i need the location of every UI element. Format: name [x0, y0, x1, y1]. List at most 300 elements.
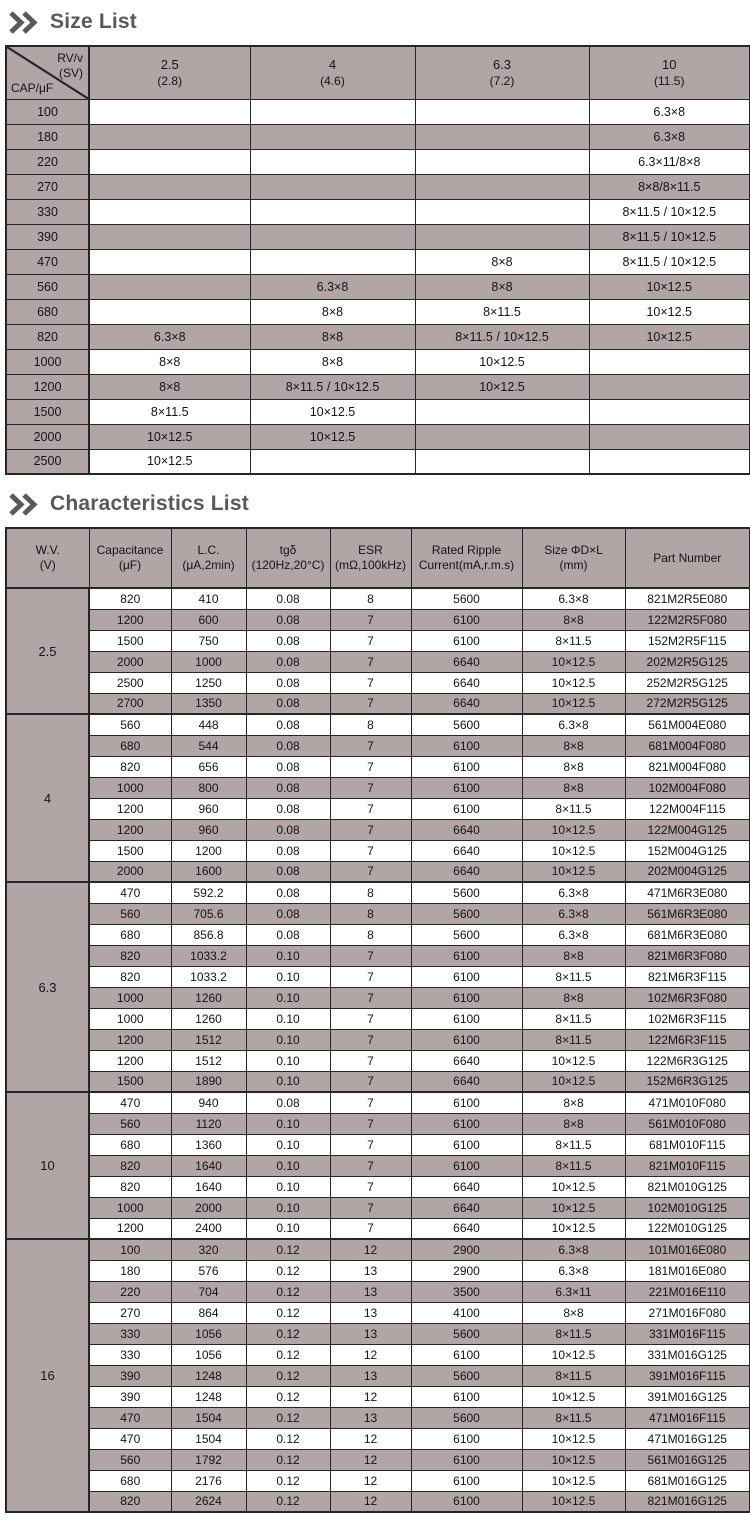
- characteristics-cell: 8×8: [522, 1113, 625, 1134]
- characteristics-cell: 0.08: [246, 693, 330, 714]
- characteristics-cell: 820: [89, 1491, 171, 1512]
- characteristics-cell: 0.12: [246, 1281, 330, 1302]
- corner-sv-label: (SV): [59, 66, 83, 80]
- rated-voltage: 2.5: [160, 57, 179, 73]
- characteristics-cell: 1512: [171, 1050, 246, 1071]
- characteristics-cell: 864: [171, 1302, 246, 1323]
- characteristics-cell: 6640: [411, 1218, 522, 1239]
- characteristics-cell: 1033.2: [171, 966, 246, 987]
- characteristics-cell: 152M2R5F115: [625, 630, 750, 651]
- characteristics-cell: 2500: [89, 672, 171, 693]
- header-line2: Current(mA,r.m.s): [418, 558, 515, 572]
- characteristics-cell: 10×12.5: [522, 672, 625, 693]
- characteristics-cell: 6.3×8: [522, 924, 625, 945]
- characteristics-cell: 2700: [89, 693, 171, 714]
- characteristics-cell: 6.3×11: [522, 1281, 625, 1302]
- characteristics-cell: 7: [330, 1008, 411, 1029]
- characteristics-cell: 940: [171, 1092, 246, 1113]
- surge-voltage: (7.2): [489, 74, 515, 89]
- characteristics-cell: 8: [330, 588, 411, 609]
- case-size-cell: [250, 199, 415, 224]
- case-size-cell: [415, 424, 589, 449]
- case-size-cell: 8×8/8×11.5: [589, 174, 750, 199]
- characteristics-cell: 390: [89, 1365, 171, 1386]
- capacitance-label: 1000: [6, 349, 89, 374]
- characteristics-cell: 152M6R3G125: [625, 1071, 750, 1092]
- case-size-cell: 8×11.5 / 10×12.5: [589, 224, 750, 249]
- capacitance-label: 2000: [6, 424, 89, 449]
- characteristics-cell: 7: [330, 630, 411, 651]
- case-size-cell: [89, 299, 250, 324]
- characteristics-cell: 8×11.5: [522, 798, 625, 819]
- characteristics-cell: 0.08: [246, 672, 330, 693]
- characteristics-cell: 0.12: [246, 1491, 330, 1512]
- characteristics-cell: 0.12: [246, 1470, 330, 1491]
- size-list-row: [6, 324, 750, 349]
- characteristics-cell: 1200: [89, 819, 171, 840]
- characteristics-cell: 10×12.5: [522, 1071, 625, 1092]
- characteristics-cell: 1200: [171, 840, 246, 861]
- characteristics-cell: 821M016G125: [625, 1491, 750, 1512]
- characteristics-cell: 8: [330, 903, 411, 924]
- characteristics-cell: 12: [330, 1239, 411, 1260]
- characteristics-cell: 0.10: [246, 1197, 330, 1218]
- characteristics-cell: 5600: [411, 1365, 522, 1386]
- characteristics-cell: 13: [330, 1260, 411, 1281]
- characteristics-cell: 0.12: [246, 1323, 330, 1344]
- characteristics-cell: 2900: [411, 1239, 522, 1260]
- characteristics-cell: 10×12.5: [522, 1449, 625, 1470]
- characteristics-row: [6, 756, 750, 777]
- header-line1: Size ΦD×L: [544, 543, 603, 557]
- characteristics-cell: 10×12.5: [522, 840, 625, 861]
- case-size-cell: [415, 224, 589, 249]
- size-list-row: [6, 274, 750, 299]
- characteristics-cell: 0.10: [246, 987, 330, 1008]
- characteristics-cell: 800: [171, 777, 246, 798]
- header-line1: tgδ: [279, 543, 297, 557]
- characteristics-row: [6, 1113, 750, 1134]
- characteristics-cell: 13: [330, 1365, 411, 1386]
- characteristics-cell: 10×12.5: [522, 1470, 625, 1491]
- characteristics-cell: 681M004F080: [625, 735, 750, 756]
- characteristics-row: [6, 1260, 750, 1281]
- characteristics-cell: 7: [330, 651, 411, 672]
- characteristics-cell: 561M004E080: [625, 714, 750, 735]
- rated-voltage: 4: [328, 57, 337, 73]
- characteristics-cell: 561M016G125: [625, 1449, 750, 1470]
- size-list-row: [6, 449, 750, 474]
- case-size-cell: 6.3×8: [250, 274, 415, 299]
- characteristics-row: [6, 1344, 750, 1365]
- corner-cap-label: CAP/μF: [11, 80, 54, 95]
- characteristics-cell: 10×12.5: [522, 819, 625, 840]
- characteristics-cell: 2176: [171, 1470, 246, 1491]
- characteristics-cell: 320: [171, 1239, 246, 1260]
- case-size-cell: [250, 249, 415, 274]
- characteristics-row: [6, 1365, 750, 1386]
- characteristics-cell: 6100: [411, 1491, 522, 1512]
- header-line1: L.C.: [197, 543, 220, 557]
- characteristics-cell: 122M6R3G125: [625, 1050, 750, 1071]
- characteristics-cell: 2000: [89, 861, 171, 882]
- characteristics-cell: 270: [89, 1302, 171, 1323]
- voltage-column-header: [415, 46, 589, 99]
- size-list-row: [6, 224, 750, 249]
- characteristics-cell: 10×12.5: [522, 1428, 625, 1449]
- characteristics-cell: 12: [330, 1470, 411, 1491]
- characteristics-cell: 470: [89, 882, 171, 903]
- characteristics-cell: 0.10: [246, 1113, 330, 1134]
- working-voltage-group-label: 2.5: [6, 588, 89, 714]
- characteristics-cell: 6100: [411, 987, 522, 1008]
- characteristics-row: [6, 1491, 750, 1512]
- characteristics-cell: 4100: [411, 1302, 522, 1323]
- capacitance-label: 560: [6, 274, 89, 299]
- case-size-cell: 8×8: [250, 349, 415, 374]
- characteristics-cell: 5600: [411, 1323, 522, 1344]
- characteristics-cell: 1000: [89, 777, 171, 798]
- characteristics-cell: 0.08: [246, 630, 330, 651]
- case-size-cell: [250, 224, 415, 249]
- characteristics-cell: 560: [89, 714, 171, 735]
- characteristics-cell: 7: [330, 1134, 411, 1155]
- characteristics-row: [6, 1071, 750, 1092]
- characteristics-cell: 681M010F115: [625, 1134, 750, 1155]
- characteristics-cell: 2900: [411, 1260, 522, 1281]
- characteristics-cell: 7: [330, 945, 411, 966]
- characteristics-cell: 0.10: [246, 1071, 330, 1092]
- characteristics-cell: 6100: [411, 1155, 522, 1176]
- header-line1: Part Number: [653, 550, 722, 565]
- characteristics-cell: 10×12.5: [522, 861, 625, 882]
- characteristics-cell: 6100: [411, 1008, 522, 1029]
- header-line2: (mΩ,100kHz): [335, 558, 406, 572]
- case-size-cell: 10×12.5: [89, 449, 250, 474]
- characteristics-cell: 180: [89, 1260, 171, 1281]
- capacitance-label: 270: [6, 174, 89, 199]
- characteristics-cell: 820: [89, 966, 171, 987]
- case-size-cell: 10×12.5: [415, 349, 589, 374]
- size-list-row: [6, 124, 750, 149]
- characteristics-cell: 122M6R3F115: [625, 1029, 750, 1050]
- characteristics-cell: 6100: [411, 798, 522, 819]
- characteristics-cell: 1200: [89, 1218, 171, 1239]
- characteristics-cell: 1200: [89, 798, 171, 819]
- rated-voltage: 10: [662, 57, 677, 73]
- capacitance-label: 680: [6, 299, 89, 324]
- case-size-cell: 8×11.5 / 10×12.5: [250, 374, 415, 399]
- characteristics-cell: 960: [171, 798, 246, 819]
- characteristics-cell: 705.6: [171, 903, 246, 924]
- characteristics-cell: 680: [89, 735, 171, 756]
- header-line2: (μA,2min): [182, 558, 235, 572]
- characteristics-row: [6, 672, 750, 693]
- characteristics-cell: 7: [330, 672, 411, 693]
- case-size-cell: [89, 249, 250, 274]
- characteristics-cell: 102M6R3F115: [625, 1008, 750, 1029]
- voltage-column-header: [250, 46, 415, 99]
- characteristics-cell: 1000: [89, 1197, 171, 1218]
- characteristics-cell: 7: [330, 966, 411, 987]
- size-list-title: Size List: [50, 10, 137, 33]
- characteristics-cell: 0.12: [246, 1449, 330, 1470]
- size-list-section-title: [8, 10, 750, 34]
- characteristics-cell: 0.12: [246, 1260, 330, 1281]
- characteristics-row: [6, 1134, 750, 1155]
- case-size-cell: [415, 149, 589, 174]
- characteristics-row: [6, 945, 750, 966]
- characteristics-cell: 680: [89, 924, 171, 945]
- characteristics-cell: 7: [330, 756, 411, 777]
- case-size-cell: [89, 149, 250, 174]
- characteristics-table: [5, 527, 750, 1513]
- characteristics-cell: 560: [89, 1113, 171, 1134]
- size-list-header-row: [6, 46, 750, 99]
- header-line1: Capacitance: [96, 543, 164, 557]
- case-size-cell: 8×8: [415, 249, 589, 274]
- size-list-corner-cell: [6, 46, 89, 99]
- surge-voltage: (11.5): [654, 74, 685, 89]
- characteristics-cell: 7: [330, 777, 411, 798]
- case-size-cell: [89, 174, 250, 199]
- characteristics-cell: 8×11.5: [522, 1029, 625, 1050]
- characteristics-section-title: [8, 492, 750, 516]
- capacitance-label: 820: [6, 324, 89, 349]
- characteristics-cell: 0.08: [246, 861, 330, 882]
- characteristics-cell: 122M004F115: [625, 798, 750, 819]
- characteristics-cell: 220: [89, 1281, 171, 1302]
- characteristics-cell: 5600: [411, 924, 522, 945]
- case-size-cell: [89, 199, 250, 224]
- characteristics-cell: 960: [171, 819, 246, 840]
- characteristics-cell: 8×8: [522, 735, 625, 756]
- characteristics-cell: 252M2R5G125: [625, 672, 750, 693]
- characteristics-cell: 10×12.5: [522, 693, 625, 714]
- characteristics-column-header: [6, 528, 89, 588]
- characteristics-row: [6, 1386, 750, 1407]
- characteristics-cell: 0.10: [246, 1029, 330, 1050]
- characteristics-cell: 13: [330, 1323, 411, 1344]
- characteristics-cell: 10×12.5: [522, 1218, 625, 1239]
- case-size-cell: 8×11.5 / 10×12.5: [589, 249, 750, 274]
- characteristics-cell: 576: [171, 1260, 246, 1281]
- voltage-column-header: [589, 46, 750, 99]
- capacitance-label: 100: [6, 99, 89, 124]
- characteristics-cell: 8×11.5: [522, 1155, 625, 1176]
- case-size-cell: [89, 124, 250, 149]
- characteristics-cell: 8: [330, 882, 411, 903]
- characteristics-cell: 680: [89, 1470, 171, 1491]
- characteristics-cell: 6100: [411, 777, 522, 798]
- characteristics-cell: 1000: [89, 987, 171, 1008]
- characteristics-cell: 0.12: [246, 1386, 330, 1407]
- characteristics-cell: 6100: [411, 945, 522, 966]
- characteristics-cell: 6100: [411, 630, 522, 651]
- case-size-cell: 8×11.5 / 10×12.5: [589, 199, 750, 224]
- characteristics-cell: 561M6R3E080: [625, 903, 750, 924]
- characteristics-row: [6, 1302, 750, 1323]
- case-size-cell: 8×11.5: [415, 299, 589, 324]
- characteristics-column-header: [625, 528, 750, 588]
- surge-voltage: (2.8): [157, 74, 183, 89]
- characteristics-cell: 2000: [89, 651, 171, 672]
- characteristics-row: [6, 1428, 750, 1449]
- characteristics-cell: 1512: [171, 1029, 246, 1050]
- size-list-row: [6, 299, 750, 324]
- characteristics-cell: 1360: [171, 1134, 246, 1155]
- characteristics-cell: 12: [330, 1449, 411, 1470]
- characteristics-cell: 3500: [411, 1281, 522, 1302]
- characteristics-cell: 1260: [171, 987, 246, 1008]
- characteristics-cell: 1640: [171, 1176, 246, 1197]
- characteristics-cell: 1250: [171, 672, 246, 693]
- characteristics-cell: 5600: [411, 1407, 522, 1428]
- characteristics-cell: 470: [89, 1407, 171, 1428]
- characteristics-cell: 10×12.5: [522, 1491, 625, 1512]
- characteristics-cell: 7: [330, 1113, 411, 1134]
- case-size-cell: 8×11.5: [89, 399, 250, 424]
- characteristics-cell: 7: [330, 1155, 411, 1176]
- case-size-cell: 6.3×11/8×8: [589, 149, 750, 174]
- characteristics-cell: 12: [330, 1491, 411, 1512]
- characteristics-cell: 6.3×8: [522, 1239, 625, 1260]
- characteristics-cell: 13: [330, 1281, 411, 1302]
- characteristics-cell: 6100: [411, 966, 522, 987]
- case-size-cell: [589, 349, 750, 374]
- characteristics-cell: 1200: [89, 1050, 171, 1071]
- characteristics-row: [6, 693, 750, 714]
- double-chevron-icon: [8, 11, 41, 34]
- size-list-row: [6, 174, 750, 199]
- capacitance-label: 180: [6, 124, 89, 149]
- characteristics-cell: 2000: [171, 1197, 246, 1218]
- characteristics-cell: 5600: [411, 882, 522, 903]
- characteristics-cell: 0.10: [246, 1008, 330, 1029]
- characteristics-cell: 10×12.5: [522, 1344, 625, 1365]
- characteristics-cell: 0.08: [246, 651, 330, 672]
- characteristics-cell: 8×8: [522, 1302, 625, 1323]
- characteristics-cell: 0.10: [246, 1134, 330, 1155]
- characteristics-cell: 6640: [411, 693, 522, 714]
- characteristics-cell: 1200: [89, 1029, 171, 1050]
- characteristics-cell: 8×8: [522, 945, 625, 966]
- characteristics-cell: 0.12: [246, 1407, 330, 1428]
- characteristics-cell: 100: [89, 1239, 171, 1260]
- characteristics-cell: 10×12.5: [522, 651, 625, 672]
- characteristics-cell: 0.08: [246, 840, 330, 861]
- characteristics-cell: 1248: [171, 1365, 246, 1386]
- characteristics-row: [6, 630, 750, 651]
- characteristics-cell: 6100: [411, 1470, 522, 1491]
- characteristics-cell: 122M2R5F080: [625, 609, 750, 630]
- characteristics-cell: 410: [171, 588, 246, 609]
- characteristics-cell: 1500: [89, 630, 171, 651]
- characteristics-cell: 7: [330, 1197, 411, 1218]
- characteristics-cell: 7: [330, 609, 411, 630]
- size-list-row: [6, 399, 750, 424]
- characteristics-cell: 656: [171, 756, 246, 777]
- case-size-cell: 10×12.5: [415, 374, 589, 399]
- characteristics-cell: 6.3×8: [522, 882, 625, 903]
- characteristics-cell: 6640: [411, 819, 522, 840]
- characteristics-cell: 6100: [411, 735, 522, 756]
- characteristics-cell: 7: [330, 1176, 411, 1197]
- characteristics-cell: 1056: [171, 1323, 246, 1344]
- characteristics-cell: 102M004F080: [625, 777, 750, 798]
- characteristics-cell: 704: [171, 1281, 246, 1302]
- case-size-cell: 10×12.5: [89, 424, 250, 449]
- characteristics-row: [6, 1449, 750, 1470]
- capacitance-label: 470: [6, 249, 89, 274]
- characteristics-cell: 820: [89, 588, 171, 609]
- case-size-cell: [415, 399, 589, 424]
- characteristics-cell: 1056: [171, 1344, 246, 1365]
- case-size-cell: [250, 449, 415, 474]
- characteristics-cell: 820: [89, 756, 171, 777]
- characteristics-cell: 1000: [89, 1008, 171, 1029]
- characteristics-cell: 6.3×8: [522, 903, 625, 924]
- characteristics-cell: 7: [330, 735, 411, 756]
- case-size-cell: [250, 99, 415, 124]
- characteristics-cell: 821M6R3F080: [625, 945, 750, 966]
- characteristics-cell: 6100: [411, 1449, 522, 1470]
- working-voltage-group-label: 10: [6, 1092, 89, 1239]
- capacitance-label: 220: [6, 149, 89, 174]
- characteristics-cell: 152M004G125: [625, 840, 750, 861]
- case-size-cell: [415, 174, 589, 199]
- characteristics-cell: 122M004G125: [625, 819, 750, 840]
- characteristics-cell: 5600: [411, 903, 522, 924]
- characteristics-cell: 6100: [411, 1092, 522, 1113]
- case-size-cell: 10×12.5: [589, 324, 750, 349]
- characteristics-row: [6, 1218, 750, 1239]
- characteristics-cell: 6640: [411, 840, 522, 861]
- characteristics-cell: 6100: [411, 609, 522, 630]
- characteristics-column-header: [330, 528, 411, 588]
- characteristics-row: [6, 1323, 750, 1344]
- characteristics-cell: 10×12.5: [522, 1176, 625, 1197]
- capacitance-label: 1500: [6, 399, 89, 424]
- voltage-column-header: [89, 46, 250, 99]
- characteristics-cell: 181M016E080: [625, 1260, 750, 1281]
- characteristics-row: [6, 1008, 750, 1029]
- characteristics-cell: 0.12: [246, 1239, 330, 1260]
- characteristics-cell: 13: [330, 1302, 411, 1323]
- characteristics-row: [6, 1407, 750, 1428]
- case-size-cell: 10×12.5: [589, 299, 750, 324]
- characteristics-cell: 7: [330, 819, 411, 840]
- characteristics-cell: 390: [89, 1386, 171, 1407]
- case-size-cell: [250, 124, 415, 149]
- header-line2: (120Hz,20°C): [251, 558, 325, 572]
- characteristics-cell: 6100: [411, 1386, 522, 1407]
- characteristics-cell: 0.10: [246, 966, 330, 987]
- characteristics-column-header: [89, 528, 171, 588]
- characteristics-row: [6, 777, 750, 798]
- characteristics-cell: 10×12.5: [522, 1386, 625, 1407]
- characteristics-cell: 6640: [411, 861, 522, 882]
- characteristics-cell: 0.08: [246, 819, 330, 840]
- case-size-cell: [589, 424, 750, 449]
- characteristics-cell: 101M016E080: [625, 1239, 750, 1260]
- characteristics-row: [6, 714, 750, 735]
- characteristics-row: [6, 924, 750, 945]
- characteristics-cell: 7: [330, 1218, 411, 1239]
- characteristics-cell: 6.3×8: [522, 1260, 625, 1281]
- characteristics-cell: 681M6R3E080: [625, 924, 750, 945]
- characteristics-cell: 821M010F115: [625, 1155, 750, 1176]
